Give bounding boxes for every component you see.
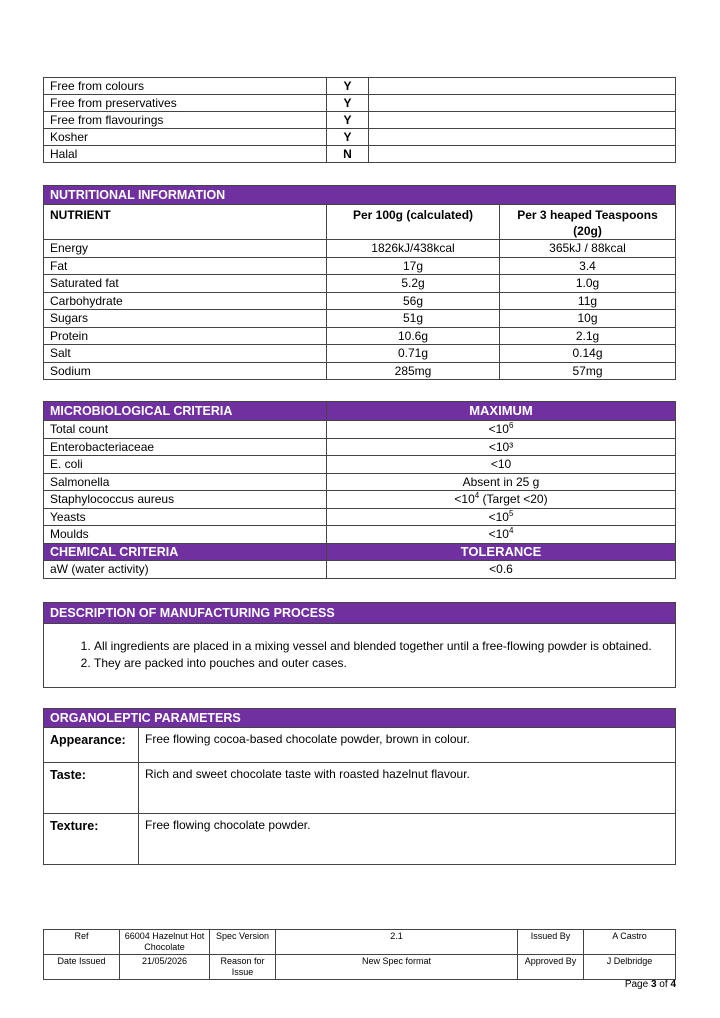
- nutrient-name: Energy: [44, 240, 327, 258]
- per-serving-value: 11g: [500, 292, 676, 310]
- micro-name: Staphylococcus aureus: [44, 491, 327, 509]
- micro-exponent: 4: [474, 491, 480, 501]
- micro-base: <10: [488, 527, 509, 542]
- spec-version-label: Spec Version: [210, 930, 276, 955]
- per-serving-value: 10g: [500, 310, 676, 328]
- free-from-row: [44, 146, 676, 163]
- per-100g-value: 51g: [327, 310, 500, 328]
- organoleptic-title: ORGANOLEPTIC PARAMETERS: [44, 709, 676, 728]
- nutrition-row: [44, 275, 676, 293]
- date-issued-value: 21/05/2026: [120, 955, 210, 980]
- free-from-notes: [369, 112, 676, 129]
- micro-row: [44, 473, 676, 491]
- micro-name: Enterobacteriaceae: [44, 438, 327, 456]
- page-prefix: Page: [624, 979, 651, 990]
- free-from-label: Kosher: [44, 129, 327, 146]
- micro-row: [44, 438, 676, 456]
- nutrition-row: [44, 257, 676, 275]
- ref-value: 66004 Hazelnut Hot Chocolate: [120, 930, 210, 955]
- per-serving-header: Per 3 heaped Teaspoons (20g): [500, 205, 676, 240]
- per-100g-value: 5.2g: [327, 275, 500, 293]
- nutrient-name: Protein: [44, 327, 327, 345]
- per-serving-value: 365kJ / 88kcal: [500, 240, 676, 258]
- free-from-label: Free from colours: [44, 78, 327, 95]
- page-total: 4: [670, 979, 676, 990]
- free-from-row: [44, 129, 676, 146]
- micro-maximum: [327, 508, 676, 526]
- page-current: 3: [650, 979, 657, 990]
- issued-by-label: Issued By: [518, 930, 584, 955]
- nutrition-row: [44, 292, 676, 310]
- micro-exponent: 5: [508, 508, 514, 518]
- micro-exponent: 6: [508, 421, 514, 431]
- micro-exponent: 4: [508, 526, 514, 536]
- free-from-notes: [369, 95, 676, 112]
- micro-base: <10: [488, 422, 509, 437]
- chemical-header-row: [44, 543, 676, 561]
- page-number: [625, 979, 676, 990]
- per-100g-value: 10.6g: [327, 327, 500, 345]
- micro-base: Absent in 25 g: [462, 474, 540, 489]
- free-from-notes: [369, 129, 676, 146]
- free-from-value: Y: [327, 112, 369, 129]
- maximum-header: MAXIMUM: [327, 402, 676, 421]
- nutrition-title: NUTRITIONAL INFORMATION: [44, 186, 676, 205]
- micro-row: [44, 456, 676, 474]
- free-from-value: N: [327, 146, 369, 163]
- organoleptic-table: [43, 708, 676, 865]
- per-100g-value: 0.71g: [327, 345, 500, 363]
- taste-value: Rich and sweet chocolate taste with roasted hazelnut flavour.: [139, 763, 676, 814]
- micro-row: [44, 491, 676, 509]
- per-100g-value: 1826kJ/438kcal: [327, 240, 500, 258]
- micro-base: <10: [454, 492, 475, 507]
- process-title: DESCRIPTION OF MANUFACTURING PROCESS: [44, 603, 675, 624]
- micro-maximum: [327, 473, 676, 491]
- chemical-name: aW (water activity): [44, 561, 327, 579]
- manufacturing-process-section: [43, 602, 676, 688]
- reason-value: New Spec format: [276, 955, 518, 980]
- micro-maximum: [327, 526, 676, 544]
- nutrition-row: [44, 345, 676, 363]
- micro-name: Yeasts: [44, 508, 327, 526]
- taste-label: Taste:: [44, 763, 139, 814]
- texture-label: Texture:: [44, 814, 139, 865]
- microbiological-table: [43, 401, 676, 579]
- free-from-row: [44, 112, 676, 129]
- micro-name: Total count: [44, 421, 327, 439]
- free-from-notes: [369, 78, 676, 95]
- free-from-label: Halal: [44, 146, 327, 163]
- appearance-value: Free flowing cocoa-based chocolate powder, brown in colour.: [139, 728, 676, 763]
- micro-title: MICROBIOLOGICAL CRITERIA: [44, 402, 327, 421]
- micro-maximum: [327, 456, 676, 474]
- nutrient-name: Salt: [44, 345, 327, 363]
- issued-by-value: A Castro: [584, 930, 676, 955]
- micro-name: Moulds: [44, 526, 327, 544]
- free-from-value: Y: [327, 129, 369, 146]
- nutrition-row: [44, 310, 676, 328]
- per-serving-value: 0.14g: [500, 345, 676, 363]
- free-from-table: [43, 77, 676, 163]
- process-step: 1. All ingredients are placed in a mixing vessel and blended together until a free-flowing powder is obtained.: [94, 638, 675, 655]
- nutrient-name: Saturated fat: [44, 275, 327, 293]
- approved-by-value: J Delbridge: [584, 955, 676, 980]
- micro-base: <10: [488, 509, 509, 524]
- chemical-row: [44, 561, 676, 579]
- micro-name: Salmonella: [44, 473, 327, 491]
- chemical-title: CHEMICAL CRITERIA: [44, 543, 327, 561]
- approved-by-label: Approved By: [518, 955, 584, 980]
- nutrient-name: Fat: [44, 257, 327, 275]
- date-issued-label: Date Issued: [44, 955, 120, 980]
- micro-maximum: [327, 438, 676, 456]
- free-from-row: [44, 95, 676, 112]
- micro-row: [44, 508, 676, 526]
- per-100g-value: 17g: [327, 257, 500, 275]
- nutrient-name: Carbohydrate: [44, 292, 327, 310]
- free-from-notes: [369, 146, 676, 163]
- process-step: 2. They are packed into pouches and outer cases.: [94, 655, 675, 672]
- micro-maximum: [327, 421, 676, 439]
- page-mid: of: [656, 979, 671, 990]
- nutrient-name: Sodium: [44, 362, 327, 380]
- per-100g-value: 285mg: [327, 362, 500, 380]
- micro-base: <10: [490, 457, 512, 472]
- free-from-label: Free from preservatives: [44, 95, 327, 112]
- per-100g-value: 56g: [327, 292, 500, 310]
- micro-maximum: [327, 491, 676, 509]
- free-from-label: Free from flavourings: [44, 112, 327, 129]
- free-from-value: Y: [327, 78, 369, 95]
- micro-name: E. coli: [44, 456, 327, 474]
- nutrition-row: [44, 327, 676, 345]
- micro-row: [44, 526, 676, 544]
- micro-row: [44, 421, 676, 439]
- tolerance-header: TOLERANCE: [327, 543, 676, 561]
- per-serving-value: 3.4: [500, 257, 676, 275]
- micro-suffix: (Target <20): [479, 492, 548, 507]
- free-from-value: Y: [327, 95, 369, 112]
- chemical-tolerance: <0.6: [327, 561, 676, 579]
- micro-base: <10³: [488, 439, 514, 454]
- ref-label: Ref: [44, 930, 120, 955]
- process-steps: [44, 638, 675, 672]
- per-serving-value: 1.0g: [500, 275, 676, 293]
- spec-version-value: 2.1: [276, 930, 518, 955]
- nutrient-name: Sugars: [44, 310, 327, 328]
- nutrient-header: NUTRIENT: [44, 205, 327, 240]
- per-serving-value: 57mg: [500, 362, 676, 380]
- nutrition-row: [44, 240, 676, 258]
- texture-value: Free flowing chocolate powder.: [139, 814, 676, 865]
- document-footer: [43, 929, 676, 980]
- appearance-label: Appearance:: [44, 728, 139, 763]
- nutrition-row: [44, 362, 676, 380]
- per-serving-value: 2.1g: [500, 327, 676, 345]
- nutrition-table: [43, 185, 676, 380]
- reason-label: Reason for Issue: [210, 955, 276, 980]
- free-from-row: [44, 78, 676, 95]
- per-100g-header: Per 100g (calculated): [327, 205, 500, 240]
